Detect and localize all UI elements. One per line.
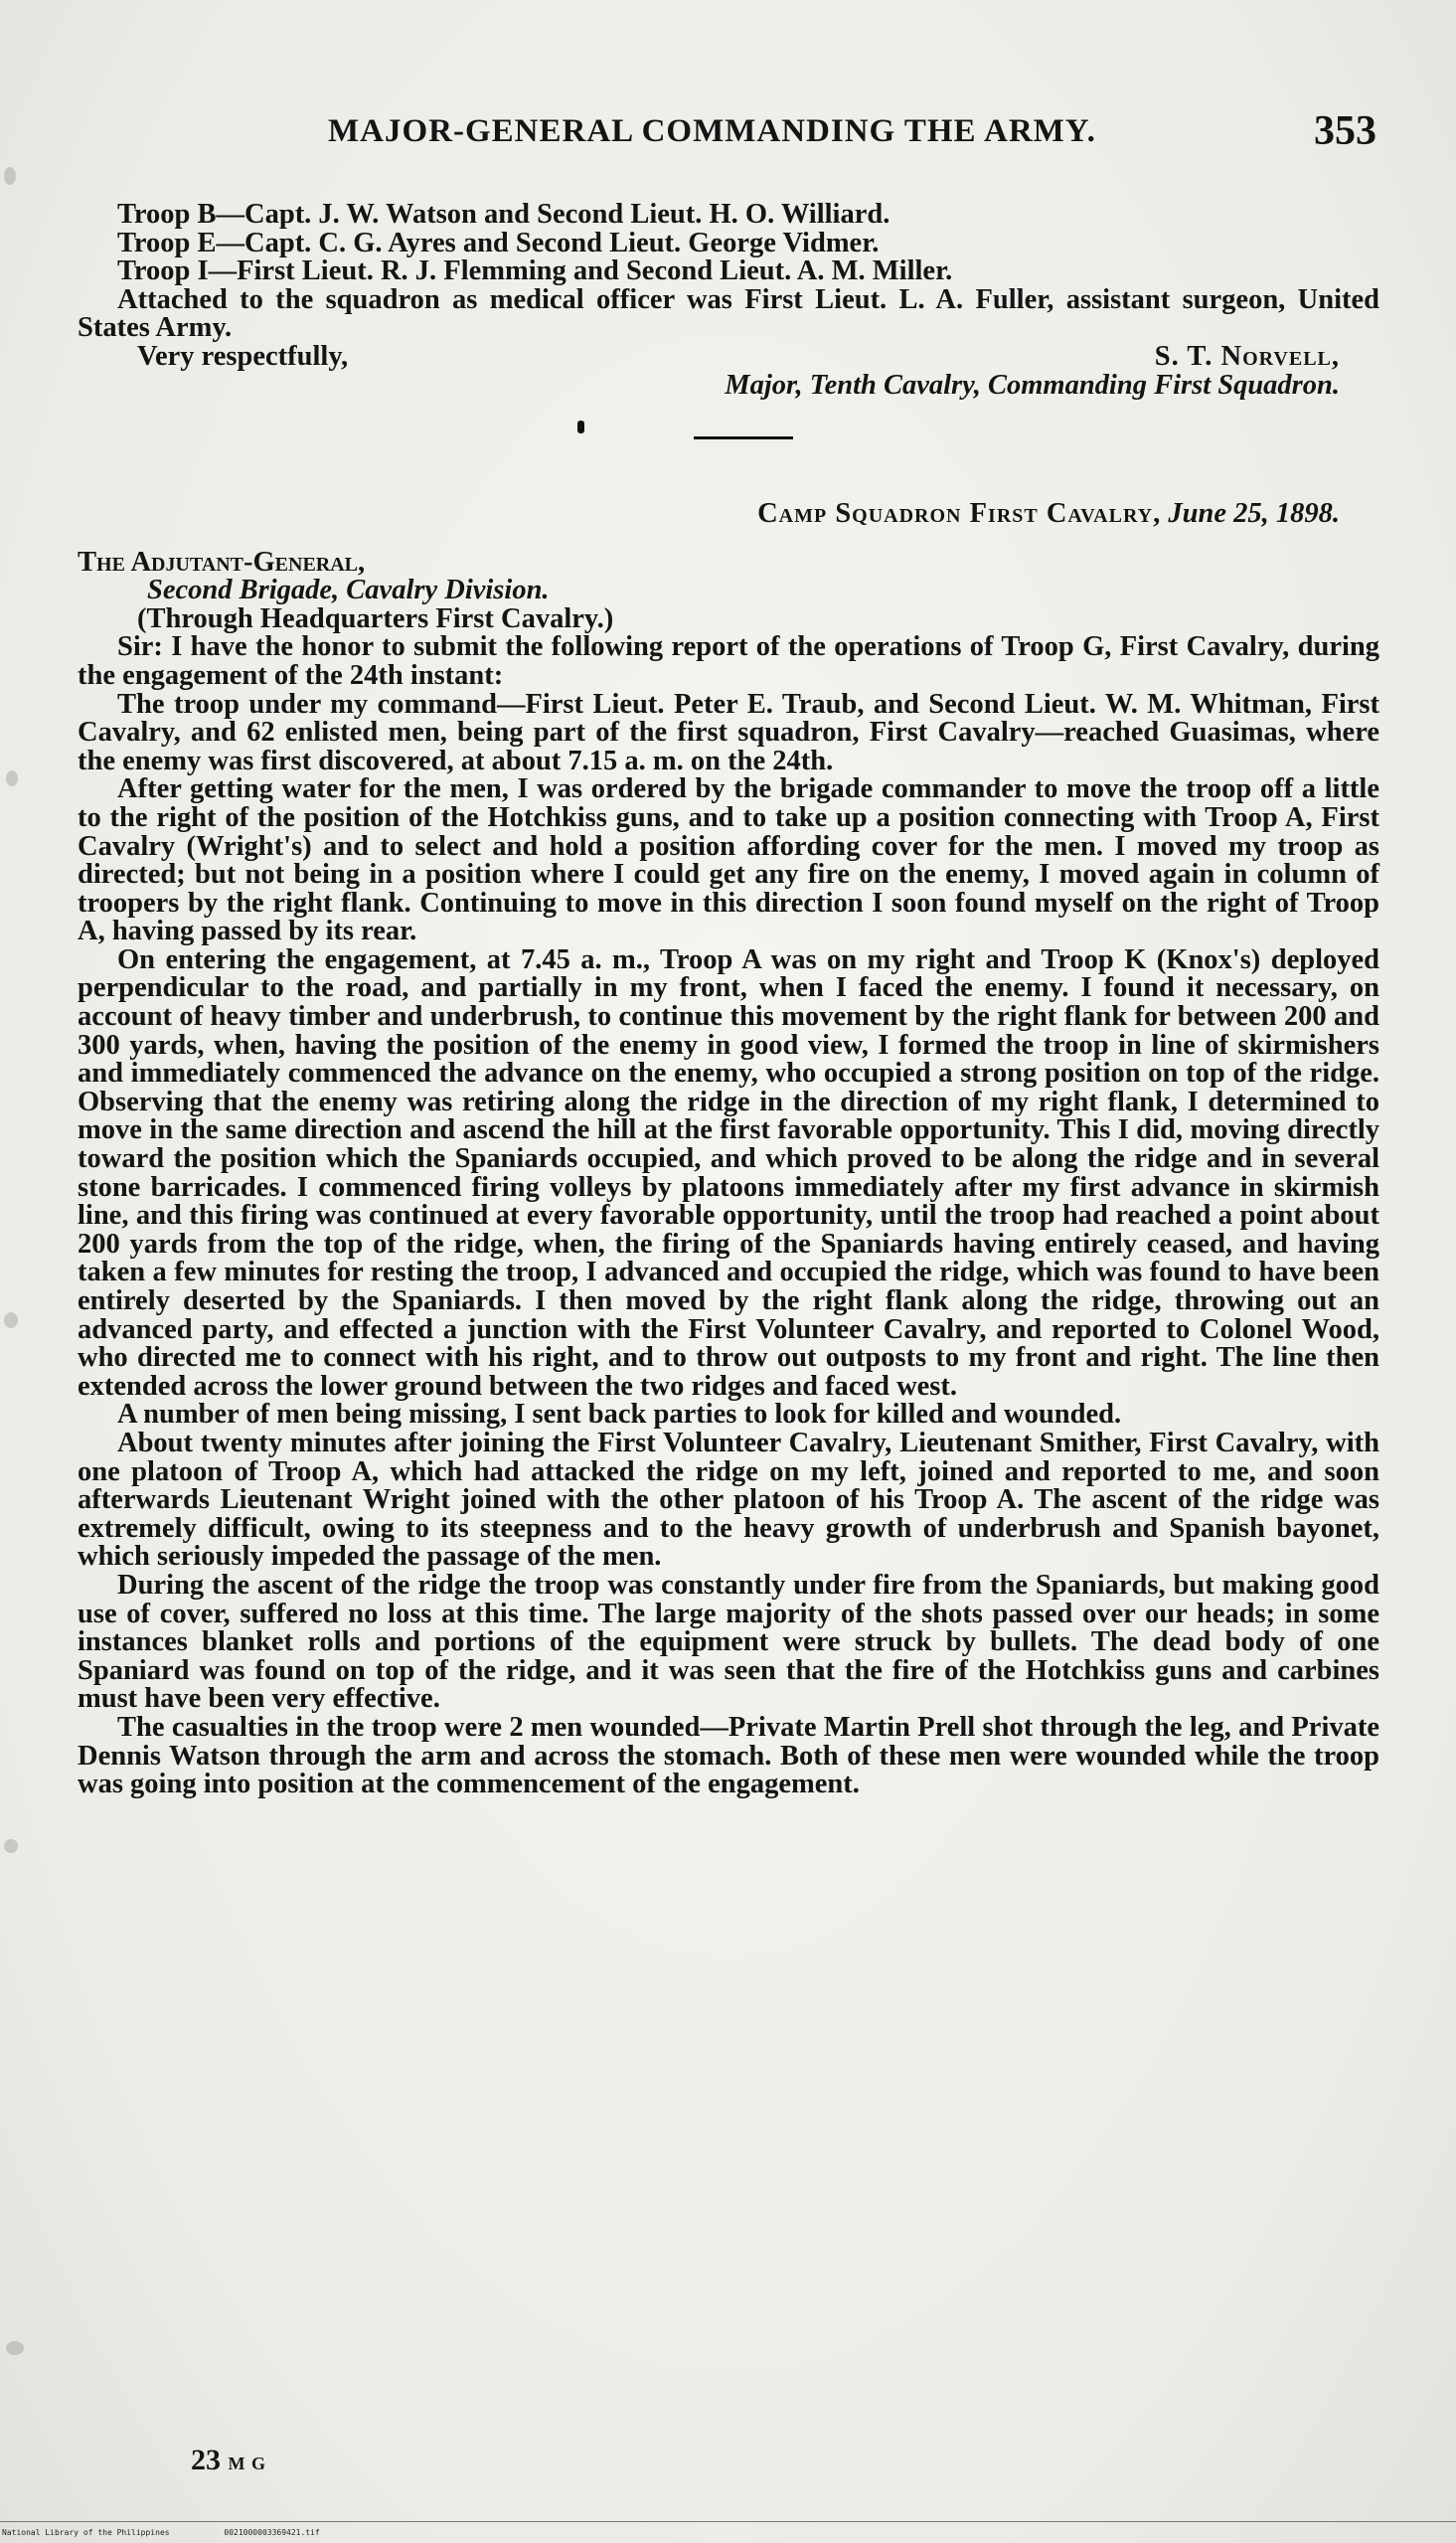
dateline-place: Camp Squadron First Cavalry, (757, 497, 1162, 529)
dateline (78, 497, 1379, 529)
addressee-through: (Through Headquarters First Cavalry.) (137, 602, 614, 634)
troop-line: Troop E—Capt. C. G. Ayres and Second Lieut. George Vidmer. (117, 227, 880, 258)
bullet-mark (577, 421, 584, 433)
margin-smudge (6, 2341, 24, 2355)
divider-rule (694, 436, 793, 439)
margin-smudge (4, 1839, 18, 1853)
report-paragraph: During the ascent of the ridge the troop was constantly under fire from the Spaniards, but making good use of cover, suffered no loss at this time. The large majority of the shots passed over our heads; in some instances blanket rolls and portions of the equipment were struck by bullets. The dead body of one Spaniard was found on top of the ridge, and it was seen that the fire of the Hotchkiss guns and carbines must have been very effective. (78, 1569, 1379, 1715)
closing-block (78, 340, 1379, 401)
report-paragraph: A number of men being missing, I sent back parties to look for killed and wounded. (117, 1399, 1122, 1431)
signatory-title: Major, Tenth Cavalry, Commanding First Squadron. (725, 369, 1340, 401)
attached-officer: Attached to the squadron as medical officer was First Lieut. L. A. Fuller, assistant surgeon, United States Army. (78, 283, 1379, 344)
report-paragraph: The casualties in the troop were 2 men wounded—Private Martin Prell shot through the leg, and Private Dennis Watson through the arm and across the stomach. Both of these men were wounded while the troop was going into position at the commencement of the engagement. (78, 1711, 1379, 1800)
margin-smudge (4, 167, 16, 185)
printer-signature-mark (191, 2444, 265, 2477)
signatory-name: S. T. Norvell, (1154, 340, 1340, 372)
addressee-brigade: Second Brigade, Cavalry Division. (147, 575, 550, 606)
section-divider (78, 401, 1379, 500)
troop-line: Troop I—First Lieut. R. J. Flemming and Second Lieut. A. M. Miller. (117, 255, 953, 287)
margin-smudge (6, 770, 18, 786)
footer-file: 0021000003369421.tif (224, 2528, 320, 2537)
margin-smudge (4, 1312, 18, 1328)
report-paragraph: The troop under my command—First Lieut. Peter E. Traub, and Second Lieut. W. M. Whitman, First Cavalry, and 62 enlisted men, being part of the first squadron, First Cavalry—reached Guasimas, where the enemy was first discovered, at about 7.15 a. m. on the 24th. (78, 688, 1379, 776)
footer-library: National Library of the Philippines (2, 2528, 170, 2537)
running-head: MAJOR-GENERAL COMMANDING THE ARMY. (328, 113, 1096, 149)
dateline-date: June 25, 1898. (1168, 497, 1340, 529)
report-paragraph: About twenty minutes after joining the First Volunteer Cavalry, Lieutenant Smither, First Cavalry, with one platoon of Troop A, which had attacked the ridge on my left, joined and reported to me, and soon afterwards Lieutenant Wright joined with the other platoon of his Troop A. The ascent of the ridge was extremely difficult, owing to its steepness and to the heavy growth of underbrush and Spanish bayonet, which seriously impeded the passage of the men. (78, 1427, 1379, 1573)
page-number: 353 (1314, 108, 1376, 154)
report-paragraph: Sir: I have the honor to submit the following report of the operations of Troop G, First Cavalry, during the engagement of the 24th instant: (78, 631, 1379, 691)
scan-footer (2, 2528, 370, 2537)
signature-number: 23 (191, 2444, 221, 2476)
report-paragraph: After getting water for the men, I was ordered by the brigade commander to move the troop off a little to the right of the position of the Hotchkiss guns, and to take up a position connecting with Troop A, First Cavalry (Wright's) and to select and hold a position affording cover for the men. I moved my troop as directed; but not being in a position where I could get any fire on the enemy, I moved again in column of troopers by the right flank. Continuing to move in this direction I soon found myself on the right of Troop A, having passed by its rear. (78, 773, 1379, 947)
closing-salutation: Very respectfully, (137, 340, 349, 372)
page-body (78, 201, 1379, 1799)
signature-letters: m g (228, 2447, 265, 2475)
troop-line: Troop B—Capt. J. W. Watson and Second Lieut. H. O. Williard. (117, 199, 890, 230)
report-paragraph: On entering the engagement, at 7.45 a. m., Troop A was on my right and Troop K (Knox's) deployed perpendicular to the road, and partially in my front, when I faced the enemy. I found it necessary, on account of heavy timber and underbrush, to continue this movement by the right flank for between 200 and 300 yards, when, having the position of the enemy in good view, I formed the troop in line of skirmishers and immediately commenced the advance on the enemy, who occupied a strong position on top of the ridge. Observing that the enemy was retiring along the ridge in the direction of my right flank, I determined to move in the same direction and ascend the hill at the first favorable opportunity. This I did, moving directly toward the position which the Spaniards occupied, and which proved to be along the ridge and in several stone barricades. I commenced firing volleys by platoons immediately after my first advance in skirmish line, and this firing was continued at every favorable opportunity, until the troop had reached a point about 200 yards from the top of the ridge, when, the firing of the Spaniards having entirely ceased, and having taken a few minutes for resting the troop, I advanced and occupied the ridge, which was found to have been entirely deserted by the Spaniards. I then moved by the right flank along the ridge, throwing out an advanced party, and effected a junction with the First Volunteer Cavalry, and reported to Colonel Wood, who directed me to connect with his right, and to throw out outposts to my front and right. The line then extended across the lower ground between the two ridges and faced west. (78, 943, 1379, 1402)
addressee: The Adjutant-General, (78, 546, 366, 578)
footer-rule (0, 2521, 1456, 2522)
page-header (89, 107, 1376, 167)
